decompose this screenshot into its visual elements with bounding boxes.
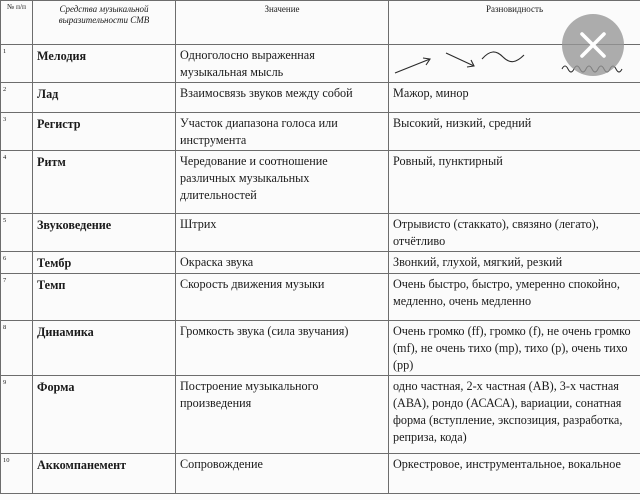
row-meaning: Одноголосно выраженная музыкальная мысль	[176, 45, 389, 83]
table-row	[1, 83, 640, 113]
row-types: Высокий, низкий, средний	[389, 113, 640, 151]
row-meaning: Окраска звука	[176, 252, 389, 274]
header-types: Разновидность	[389, 1, 640, 45]
table-row	[1, 252, 640, 274]
row-meaning: Участок диапазона голоса или инструмента	[176, 113, 389, 151]
row-name: Мелодия	[33, 45, 176, 83]
row-types: Мажор, минор	[389, 83, 640, 113]
row-name: Форма	[33, 376, 176, 454]
row-name: Темп	[33, 274, 176, 321]
row-types: Отрывисто (стаккато), связяно (легато), отчётливо	[389, 214, 640, 252]
row-num: 9	[1, 376, 33, 454]
table-row	[1, 214, 640, 252]
table-row	[1, 45, 640, 83]
row-name: Динамика	[33, 321, 176, 376]
row-meaning: Громкость звука (сила звучания)	[176, 321, 389, 376]
table-row	[1, 151, 640, 214]
header-row	[1, 1, 640, 45]
table-row	[1, 376, 640, 454]
row-meaning: Взаимосвязь звуков между собой	[176, 83, 389, 113]
header-meaning: Значение	[176, 1, 389, 45]
row-num: 4	[1, 151, 33, 214]
row-types: Ровный, пунктирный	[389, 151, 640, 214]
close-button[interactable]	[562, 14, 624, 76]
row-num: 10	[1, 454, 33, 494]
row-types: Оркестровое, инструментальное, вокальное	[389, 454, 640, 494]
row-name: Звуковедение	[33, 214, 176, 252]
row-meaning: Построение музыкального произведения	[176, 376, 389, 454]
row-num: 5	[1, 214, 33, 252]
row-name: Ритм	[33, 151, 176, 214]
row-num: 1	[1, 45, 33, 83]
row-name: Регистр	[33, 113, 176, 151]
table-row	[1, 274, 640, 321]
row-types: одно частная, 2-х частная (АВ), 3-х частная (АВА), рондо (АСАСА), вариации, сонатная форма (вступление, экспозиция, разработка, реприза, кода)	[389, 376, 640, 454]
row-meaning: Скорость движения музыки	[176, 274, 389, 321]
row-name: Лад	[33, 83, 176, 113]
row-name: Тембр	[33, 252, 176, 274]
row-meaning: Штрих	[176, 214, 389, 252]
row-name: Аккомпанемент	[33, 454, 176, 494]
row-meaning: Чередование и соотношение различных музыкальных длительностей	[176, 151, 389, 214]
table-row	[1, 321, 640, 376]
table-row	[1, 113, 640, 151]
row-types: Звонкий, глухой, мягкий, резкий	[389, 252, 640, 274]
table-row	[1, 454, 640, 494]
row-num: 6	[1, 252, 33, 274]
row-types: Очень быстро, быстро, умеренно спокойно, медленно, очень медленно	[389, 274, 640, 321]
close-icon	[578, 30, 608, 60]
row-types: Очень громко (ff), громко (f), не очень громко (mf), не очень тихо (mp), тихо (p), очень тихо (pp)	[389, 321, 640, 376]
row-num: 2	[1, 83, 33, 113]
row-num: 7	[1, 274, 33, 321]
header-num: № п/п	[1, 1, 33, 45]
row-meaning: Сопровождение	[176, 454, 389, 494]
row-num: 8	[1, 321, 33, 376]
header-means: Средства музыкальной выразительности СМВ	[33, 1, 176, 45]
row-num: 3	[1, 113, 33, 151]
